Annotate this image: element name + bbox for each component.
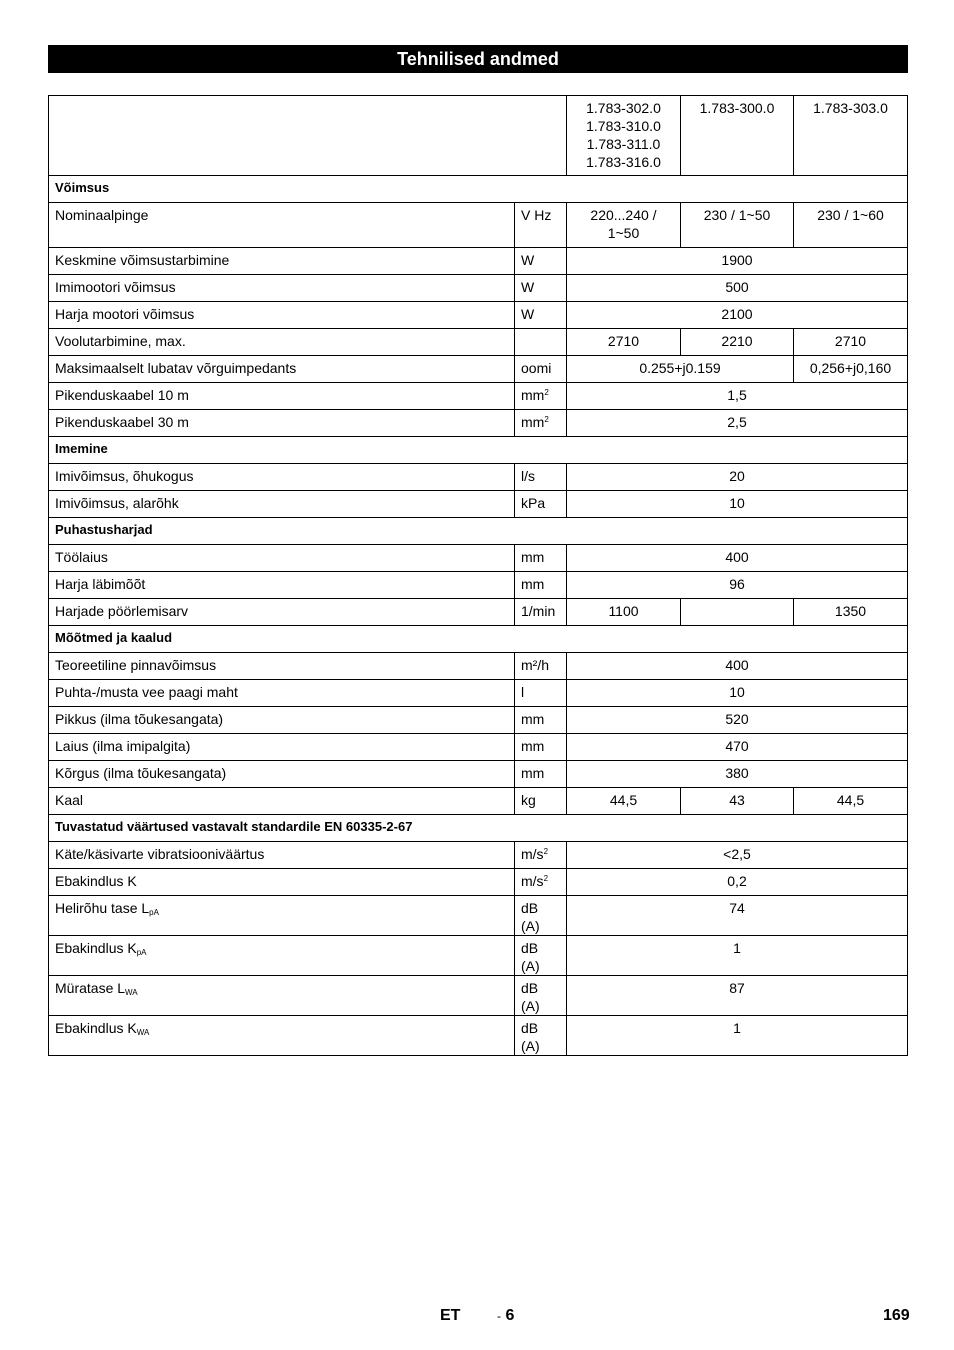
table-row [49,761,908,788]
spec-table [48,95,908,1056]
table-row [49,653,908,680]
model-col-3: 1.783-303.0 [794,96,908,176]
table-row [49,203,908,248]
row-unit: $m/s^2$ [515,869,567,896]
row-label: Pikkus (ilma tõukesangata) [49,707,515,734]
table-row [49,329,908,356]
row-value: 2100 [567,302,908,329]
row-value: <2,5 [567,842,908,869]
row-unit: l/s [515,464,567,491]
table-row [49,976,908,1016]
row-label: Kõrgus (ilma tõukesangata) [49,761,515,788]
row-unit: mm [515,734,567,761]
row-label: Imimootori võimsus [49,275,515,302]
table-row [49,464,908,491]
row-value: 1350 [794,599,908,626]
row-label: Keskmine võimsustarbimine [49,248,515,275]
row-label: Harjade pöörlemisarv [49,599,515,626]
table-row [49,734,908,761]
section-row [49,626,908,653]
row-value: 10 [567,680,908,707]
row-label: Pikenduskaabel 10 m [49,383,515,410]
row-label: Maksimaalselt lubatav võrguimpedants [49,356,515,383]
footer-page-number: 169 [883,1307,910,1324]
row-unit: oomi [515,356,567,383]
row-unit: W [515,302,567,329]
row-label: Kaal [49,788,515,815]
section-row [49,437,908,464]
row-value: 43 [681,788,794,815]
section-row [49,176,908,203]
row-label: Harja mootori võimsus [49,302,515,329]
table-row [49,572,908,599]
row-value: 2210 [681,329,794,356]
row-unit: dB (A) [515,896,567,936]
row-value: 520 [567,707,908,734]
row-label: Voolutarbimine, max. [49,329,515,356]
row-label: Helirõhu tase $L_{pA}$ [49,896,515,936]
row-label: Töölaius [49,545,515,572]
row-value [681,599,794,626]
row-value: 1900 [567,248,908,275]
table-row [49,896,908,936]
page-title: Tehnilised andmed [48,45,908,73]
row-label: Müratase $L_{WA}$ [49,976,515,1016]
row-value: 230 / 1~60 [794,203,908,248]
row-unit: V Hz [515,203,567,248]
row-value: 400 [567,653,908,680]
row-label: Imivõimsus, alarõhk [49,491,515,518]
row-value: 44,5 [794,788,908,815]
row-unit: kPa [515,491,567,518]
row-label: Imivõimsus, õhukogus [49,464,515,491]
row-unit: kg [515,788,567,815]
row-unit: $mm^2$ [515,383,567,410]
footer-section-page: - 6 [497,1307,515,1324]
row-label: Käte/käsivarte vibratsiooniväärtus [49,842,515,869]
row-unit: l [515,680,567,707]
row-value: 1,5 [567,383,908,410]
table-row [49,869,908,896]
table-row [49,545,908,572]
row-value: 1 [567,936,908,976]
row-value: 380 [567,761,908,788]
row-unit: $mm^2$ [515,410,567,437]
section-suction: Imemine [49,437,908,464]
row-label: Ebakindlus $K_{WA}$ [49,1016,515,1056]
table-row [49,842,908,869]
row-label: Ebakindlus $K_{pA}$ [49,936,515,976]
table-row [49,707,908,734]
row-unit: mm [515,707,567,734]
footer-language: ET [440,1307,461,1324]
row-label: Harja läbimõõt [49,572,515,599]
row-unit: m²/h [515,653,567,680]
row-label: Nominaalpinge [49,203,515,248]
table-row [49,248,908,275]
table-row [49,1016,908,1056]
table-row [49,491,908,518]
row-unit: mm [515,572,567,599]
table-row [49,383,908,410]
row-unit: W [515,275,567,302]
row-label: Teoreetiline pinnavõimsus [49,653,515,680]
section-brushes: Puhastusharjad [49,518,908,545]
table-row [49,302,908,329]
row-value: 230 / 1~50 [681,203,794,248]
row-value: 0,256+j0,160 [794,356,908,383]
row-value: 2,5 [567,410,908,437]
row-label: Ebakindlus K [49,869,515,896]
row-value: 2710 [567,329,681,356]
section-power: Võimsus [49,176,908,203]
row-value: 220...240 / 1~50 [567,203,681,248]
row-unit [515,329,567,356]
section-measured: Tuvastatud väärtused vastavalt standardile EN 60335-2-67 [49,815,908,842]
row-value: 20 [567,464,908,491]
row-value: 0.255+j0.159 [567,356,794,383]
table-row [49,599,908,626]
row-value: 87 [567,976,908,1016]
row-value: 44,5 [567,788,681,815]
row-label: Pikenduskaabel 30 m [49,410,515,437]
row-value: 10 [567,491,908,518]
row-unit: 1/min [515,599,567,626]
row-unit: dB (A) [515,976,567,1016]
table-row [49,410,908,437]
row-unit: dB (A) [515,1016,567,1056]
table-header-row [49,96,908,176]
model-col-1: 1.783-302.0 1.783-310.0 1.783-311.0 1.783-316.0 [567,96,681,176]
row-value: 470 [567,734,908,761]
row-label: Laius (ilma imipalgita) [49,734,515,761]
section-row [49,518,908,545]
table-row [49,275,908,302]
row-unit: $m/s^2$ [515,842,567,869]
table-row [49,788,908,815]
row-unit: dB (A) [515,936,567,976]
section-row [49,815,908,842]
row-value: 96 [567,572,908,599]
row-value: 1 [567,1016,908,1056]
row-value: 400 [567,545,908,572]
row-value: 1100 [567,599,681,626]
section-dimensions: Mõõtmed ja kaalud [49,626,908,653]
row-value: 74 [567,896,908,936]
row-label: Puhta-/musta vee paagi maht [49,680,515,707]
table-row [49,356,908,383]
row-value: 2710 [794,329,908,356]
row-unit: mm [515,545,567,572]
table-row [49,680,908,707]
model-col-2: 1.783-300.0 [681,96,794,176]
row-unit: W [515,248,567,275]
row-value: 0,2 [567,869,908,896]
table-row [49,936,908,976]
row-value: 500 [567,275,908,302]
row-unit: mm [515,761,567,788]
